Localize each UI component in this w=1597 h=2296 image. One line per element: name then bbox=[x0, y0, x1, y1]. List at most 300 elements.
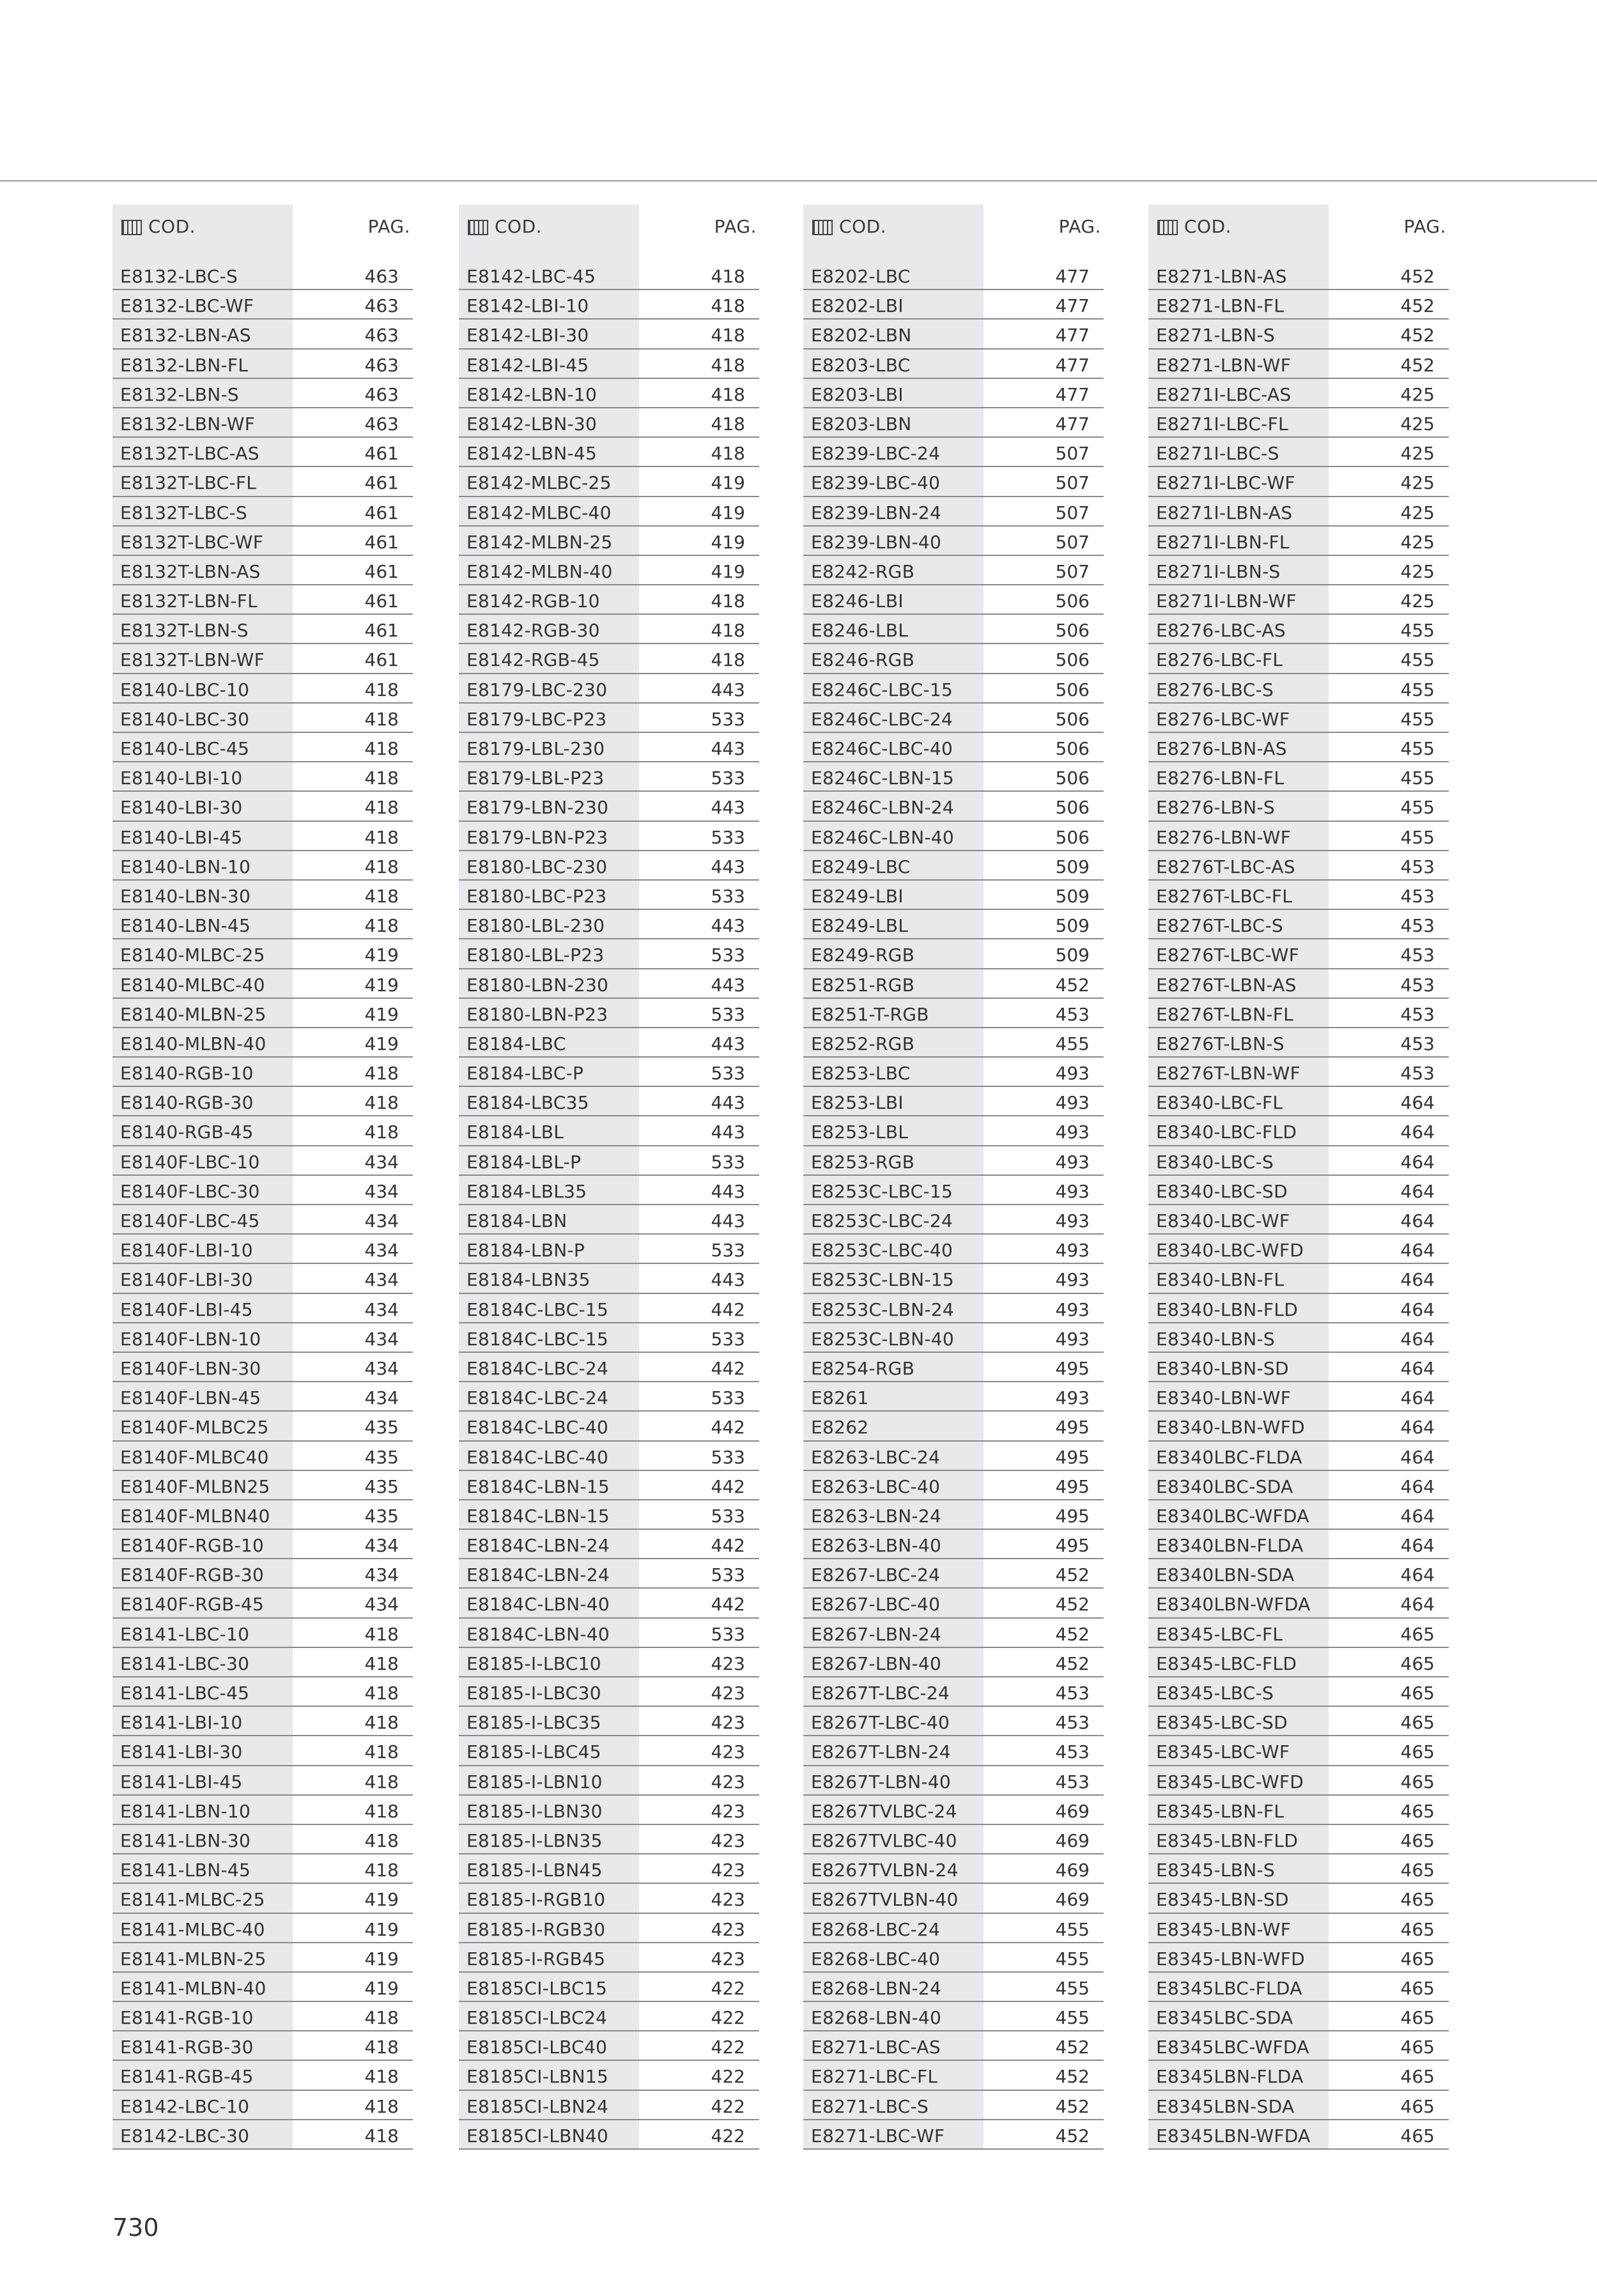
page-reference: 443 bbox=[711, 1121, 745, 1143]
page-reference: 464 bbox=[1400, 1298, 1435, 1320]
table-row bbox=[459, 1914, 759, 1943]
product-code: E8179-LBC-230 bbox=[467, 679, 608, 700]
page-reference: 461 bbox=[364, 590, 399, 612]
page-reference: 418 bbox=[711, 383, 745, 405]
page-reference: 442 bbox=[711, 1475, 745, 1497]
product-code: E8276-LBN-FL bbox=[1156, 767, 1285, 789]
product-code: E8132-LBN-WF bbox=[120, 413, 256, 435]
table-row bbox=[1148, 1205, 1449, 1235]
table-row bbox=[803, 290, 1104, 320]
product-code: E8268-LBC-24 bbox=[811, 1918, 941, 1940]
product-code: E8267T-LBC-40 bbox=[811, 1712, 950, 1734]
page-reference: 453 bbox=[1055, 1003, 1090, 1025]
product-code: E8345-LBC-FLD bbox=[1156, 1653, 1297, 1674]
table-row bbox=[803, 261, 1104, 290]
product-code: E8271I-LBN-FL bbox=[1156, 531, 1290, 553]
table-row bbox=[112, 350, 413, 379]
page-reference: 464 bbox=[1400, 1210, 1435, 1231]
page-reference: 443 bbox=[711, 679, 745, 700]
table-row bbox=[459, 1323, 759, 1353]
product-code: E8179-LBC-P23 bbox=[467, 708, 607, 730]
product-code: E8142-LBC-10 bbox=[120, 2095, 250, 2117]
product-code: E8180-LBN-230 bbox=[467, 974, 609, 996]
page-reference: 465 bbox=[1400, 1741, 1435, 1763]
product-code: E8345-LBC-S bbox=[1156, 1683, 1274, 1704]
page-reference: 425 bbox=[1400, 590, 1435, 612]
page-reference: 464 bbox=[1400, 1446, 1435, 1468]
table-row bbox=[1148, 1058, 1449, 1087]
table-row bbox=[1148, 1825, 1449, 1854]
page-reference: 455 bbox=[1055, 1033, 1090, 1054]
page-reference: 442 bbox=[711, 1594, 745, 1615]
product-code: E8271I-LBN-S bbox=[1156, 560, 1281, 582]
table-row bbox=[803, 969, 1104, 999]
table-row bbox=[459, 1087, 759, 1116]
page-reference: 453 bbox=[1055, 1683, 1090, 1704]
table-row bbox=[459, 1677, 759, 1707]
product-code: E8246C-LBC-40 bbox=[811, 738, 953, 759]
table-row bbox=[803, 2091, 1104, 2120]
table-row bbox=[459, 585, 759, 615]
table-row bbox=[803, 939, 1104, 969]
product-code: E8140F-LBC-30 bbox=[120, 1180, 260, 1202]
product-code: E8253-LBL bbox=[811, 1121, 909, 1143]
table-row bbox=[459, 1884, 759, 1913]
page-reference: 533 bbox=[711, 1003, 745, 1025]
table-row bbox=[803, 1353, 1104, 1382]
table-row bbox=[1148, 939, 1449, 969]
table-row bbox=[803, 1176, 1104, 1205]
product-code: E8179-LBL-P23 bbox=[467, 767, 605, 789]
product-code: E8132-LBC-WF bbox=[120, 295, 254, 317]
table-row bbox=[803, 762, 1104, 792]
page-reference: 493 bbox=[1055, 1121, 1090, 1143]
product-code: E8202-LBN bbox=[811, 325, 912, 346]
table-row bbox=[1148, 881, 1449, 910]
page-reference: 465 bbox=[1400, 1977, 1435, 1999]
page-reference: 455 bbox=[1400, 738, 1435, 759]
table-row bbox=[112, 822, 413, 851]
product-code: E8141-LBC-10 bbox=[120, 1623, 250, 1645]
product-code: E8184C-LBN-40 bbox=[467, 1623, 610, 1645]
product-code: E8267TVLBN-24 bbox=[811, 1860, 959, 1881]
product-code: E8246C-LBC-24 bbox=[811, 708, 953, 730]
product-code: E8271I-LBC-AS bbox=[1156, 383, 1292, 405]
table-row bbox=[1148, 1648, 1449, 1677]
product-code: E8253-LBC bbox=[811, 1063, 911, 1084]
product-code: E8246C-LBN-40 bbox=[811, 826, 954, 848]
product-code: E8185-I-RGB45 bbox=[467, 1948, 606, 1969]
product-code: E8184C-LBN-15 bbox=[467, 1505, 610, 1527]
page-reference: 418 bbox=[711, 266, 745, 287]
page-reference: 435 bbox=[364, 1417, 399, 1438]
table-row bbox=[459, 350, 759, 379]
table-row bbox=[1148, 792, 1449, 821]
product-code: E8140-LBI-10 bbox=[120, 767, 243, 789]
table-row bbox=[112, 290, 413, 320]
page-reference: 453 bbox=[1055, 1741, 1090, 1763]
product-code: E8141-LBC-30 bbox=[120, 1653, 250, 1674]
page-reference: 455 bbox=[1400, 679, 1435, 700]
table-row bbox=[459, 615, 759, 644]
page-reference: 455 bbox=[1055, 1948, 1090, 1969]
page-reference: 452 bbox=[1055, 1564, 1090, 1586]
product-code: E8141-LBI-30 bbox=[120, 1741, 243, 1763]
page-reference: 434 bbox=[364, 1564, 399, 1586]
product-code: E8140-LBI-30 bbox=[120, 797, 243, 819]
table-row bbox=[112, 1205, 413, 1235]
page-reference: 506 bbox=[1055, 620, 1090, 642]
table-row bbox=[112, 1323, 413, 1353]
table-row bbox=[112, 762, 413, 792]
product-code: E8340LBN-SDA bbox=[1156, 1564, 1295, 1586]
page-reference: 423 bbox=[711, 1800, 745, 1822]
table-row bbox=[112, 1677, 413, 1707]
page-reference: 434 bbox=[364, 1298, 399, 1320]
table-row bbox=[803, 350, 1104, 379]
page-reference: 418 bbox=[364, 767, 399, 789]
table-row bbox=[112, 704, 413, 733]
page-reference: 465 bbox=[1400, 1800, 1435, 1822]
table-row bbox=[112, 379, 413, 408]
page-reference: 422 bbox=[711, 2037, 745, 2058]
product-code: E8340LBC-WFDA bbox=[1156, 1505, 1309, 1527]
page-reference: 418 bbox=[364, 738, 399, 759]
page-reference: 506 bbox=[1055, 679, 1090, 700]
page-reference: 507 bbox=[1055, 560, 1090, 582]
table-row bbox=[112, 851, 413, 881]
page-reference: 434 bbox=[364, 1357, 399, 1379]
product-code: E8345-LBC-WFD bbox=[1156, 1771, 1304, 1792]
table-row bbox=[112, 408, 413, 438]
product-code: E8267-LBN-40 bbox=[811, 1653, 942, 1674]
table-row bbox=[459, 2002, 759, 2031]
page-reference: 464 bbox=[1400, 1328, 1435, 1350]
table-row bbox=[459, 1589, 759, 1618]
table-row bbox=[1148, 615, 1449, 644]
product-code: E8141-MLBN-25 bbox=[120, 1948, 266, 1969]
table-row bbox=[1148, 1382, 1449, 1412]
table-row bbox=[112, 2031, 413, 2061]
product-code: E8345-LBN-SD bbox=[1156, 1889, 1289, 1911]
table-row bbox=[1148, 999, 1449, 1028]
product-code: E8345LBC-WFDA bbox=[1156, 2037, 1309, 2058]
product-code: E8249-LBI bbox=[811, 885, 904, 907]
page-reference: 453 bbox=[1400, 915, 1435, 937]
product-code: E8180-LBC-230 bbox=[467, 856, 608, 877]
page-reference: 455 bbox=[1055, 2007, 1090, 2029]
product-code: E8276T-LBN-AS bbox=[1156, 974, 1297, 996]
product-code: E8132-LBN-FL bbox=[120, 354, 249, 376]
page-reference: 419 bbox=[364, 1918, 399, 1940]
table-row bbox=[459, 1353, 759, 1382]
table-row bbox=[459, 762, 759, 792]
table-row bbox=[803, 527, 1104, 556]
product-code: E8132T-LBC-FL bbox=[120, 472, 257, 494]
table-row bbox=[803, 792, 1104, 821]
page-reference: 455 bbox=[1055, 1977, 1090, 1999]
page-reference: 533 bbox=[711, 1505, 745, 1527]
product-code: E8180-LBL-230 bbox=[467, 915, 605, 937]
code-barcode-icon bbox=[468, 220, 488, 235]
table-row bbox=[1148, 1677, 1449, 1707]
product-code: E8140-LBN-45 bbox=[120, 915, 251, 937]
page-reference: 465 bbox=[1400, 1623, 1435, 1645]
product-code: E8276-LBN-AS bbox=[1156, 738, 1287, 759]
page-reference: 434 bbox=[364, 1269, 399, 1291]
table-row bbox=[459, 1559, 759, 1589]
table-row bbox=[1148, 1264, 1449, 1293]
product-code: E8271-LBC-AS bbox=[811, 2037, 941, 2058]
page-reference: 452 bbox=[1055, 2125, 1090, 2146]
page-reference: 533 bbox=[711, 944, 745, 966]
page-reference: 465 bbox=[1400, 1771, 1435, 1792]
product-code: E8340-LBN-FLD bbox=[1156, 1298, 1299, 1320]
page-reference: 418 bbox=[711, 295, 745, 317]
table-row bbox=[112, 1442, 413, 1471]
product-code: E8142-RGB-10 bbox=[467, 590, 600, 612]
product-code: E8271-LBC-S bbox=[811, 2095, 929, 2117]
page-reference: 418 bbox=[364, 1860, 399, 1881]
table-row bbox=[803, 1530, 1104, 1559]
product-code: E8271I-LBC-WF bbox=[1156, 472, 1295, 494]
page-reference: 509 bbox=[1055, 885, 1090, 907]
product-code: E8142-LBN-10 bbox=[467, 383, 598, 405]
page-reference: 506 bbox=[1055, 738, 1090, 759]
page-reference: 453 bbox=[1400, 1063, 1435, 1084]
product-code: E8267T-LBN-40 bbox=[811, 1771, 951, 1792]
page-reference: 419 bbox=[364, 944, 399, 966]
page-reference: 443 bbox=[711, 797, 745, 819]
table-row bbox=[112, 1796, 413, 1825]
product-code: E8140F-RGB-30 bbox=[120, 1564, 265, 1586]
product-code: E8185-I-LBN35 bbox=[467, 1830, 603, 1851]
product-code: E8185CI-LBC15 bbox=[467, 1977, 608, 1999]
table-row bbox=[459, 1205, 759, 1235]
product-code: E8184-LBL35 bbox=[467, 1180, 587, 1202]
page-reference: 435 bbox=[364, 1446, 399, 1468]
product-code: E8246-RGB bbox=[811, 649, 915, 671]
table-row bbox=[803, 1825, 1104, 1854]
header-divider bbox=[0, 180, 1597, 181]
page-reference: 533 bbox=[711, 885, 745, 907]
product-code: E8184C-LBC-40 bbox=[467, 1446, 609, 1468]
product-code: E8142-MLBN-40 bbox=[467, 560, 613, 582]
page-reference: 443 bbox=[711, 1180, 745, 1202]
code-column-label: COD. bbox=[495, 216, 543, 237]
table-row bbox=[112, 2120, 413, 2150]
product-code: E8251-T-RGB bbox=[811, 1003, 929, 1025]
page-reference: 425 bbox=[1400, 560, 1435, 582]
table-row bbox=[459, 1116, 759, 1146]
table-row bbox=[459, 2061, 759, 2090]
product-code: E8184-LBL-P bbox=[467, 1151, 582, 1173]
table-row bbox=[112, 1058, 413, 1087]
product-code: E8184-LBC bbox=[467, 1033, 566, 1054]
product-code: E8185CI-LBC24 bbox=[467, 2007, 608, 2029]
page-reference: 418 bbox=[364, 708, 399, 730]
page-reference: 434 bbox=[364, 1180, 399, 1202]
table-row bbox=[803, 1116, 1104, 1146]
table-row bbox=[1148, 497, 1449, 527]
product-code: E8184C-LBC-24 bbox=[467, 1387, 609, 1409]
table-row bbox=[459, 1854, 759, 1884]
table-row bbox=[803, 1914, 1104, 1943]
page-reference: 418 bbox=[364, 856, 399, 877]
product-code: E8184-LBN35 bbox=[467, 1269, 590, 1291]
table-row bbox=[1148, 2031, 1449, 2061]
page-reference: 509 bbox=[1055, 944, 1090, 966]
page-reference: 452 bbox=[1400, 325, 1435, 346]
product-code: E8267-LBC-24 bbox=[811, 1564, 941, 1586]
page-reference: 465 bbox=[1400, 1889, 1435, 1911]
product-code: E8142-LBC-30 bbox=[120, 2125, 250, 2146]
table-row bbox=[1148, 2002, 1449, 2031]
page-reference: 419 bbox=[711, 472, 745, 494]
product-code: E8340-LBN-WFD bbox=[1156, 1417, 1306, 1438]
page-reference: 464 bbox=[1400, 1594, 1435, 1615]
table-row bbox=[112, 1412, 413, 1441]
page-reference: 418 bbox=[711, 354, 745, 376]
product-code: E8132-LBC-S bbox=[120, 266, 238, 287]
page-reference: 435 bbox=[364, 1505, 399, 1527]
page-reference: 419 bbox=[364, 1948, 399, 1969]
product-code: E8263-LBN-40 bbox=[811, 1535, 942, 1557]
product-code: E8340LBN-FLDA bbox=[1156, 1535, 1304, 1557]
table-row bbox=[1148, 733, 1449, 762]
page-reference: 469 bbox=[1055, 1800, 1090, 1822]
product-code: E8142-RGB-45 bbox=[467, 649, 600, 671]
page-reference: 507 bbox=[1055, 472, 1090, 494]
table-row bbox=[112, 674, 413, 704]
product-code: E8267T-LBN-24 bbox=[811, 1741, 951, 1763]
table-row bbox=[459, 1796, 759, 1825]
product-code: E8140F-LBN-30 bbox=[120, 1357, 261, 1379]
page-reference: 419 bbox=[364, 1033, 399, 1054]
page-reference: 495 bbox=[1055, 1475, 1090, 1497]
page-reference: 422 bbox=[711, 1977, 745, 1999]
product-code: E8140F-MLBN25 bbox=[120, 1475, 270, 1497]
page-reference: 506 bbox=[1055, 826, 1090, 848]
page-reference: 495 bbox=[1055, 1357, 1090, 1379]
page-reference: 422 bbox=[711, 2066, 745, 2088]
table-row bbox=[803, 1559, 1104, 1589]
page-reference: 465 bbox=[1400, 1830, 1435, 1851]
page-reference: 506 bbox=[1055, 708, 1090, 730]
table-row bbox=[112, 1264, 413, 1293]
table-row bbox=[459, 851, 759, 881]
page-reference: 422 bbox=[711, 2125, 745, 2146]
product-code: E8132T-LBN-AS bbox=[120, 560, 261, 582]
product-code: E8140-LBN-10 bbox=[120, 856, 251, 877]
table-row bbox=[1148, 2120, 1449, 2150]
table-row bbox=[112, 1943, 413, 1973]
product-code: E8253C-LBC-40 bbox=[811, 1240, 953, 1261]
table-row bbox=[459, 2120, 759, 2150]
product-code: E8202-LBC bbox=[811, 266, 911, 287]
product-code: E8185-I-RGB30 bbox=[467, 1918, 606, 1940]
product-code: E8340-LBN-S bbox=[1156, 1328, 1275, 1350]
page-reference: 418 bbox=[364, 826, 399, 848]
page-reference: 533 bbox=[711, 1240, 745, 1261]
product-code: E8140-RGB-10 bbox=[120, 1063, 254, 1084]
table-row bbox=[459, 1825, 759, 1854]
page-reference: 464 bbox=[1400, 1240, 1435, 1261]
product-code: E8184C-LBC-24 bbox=[467, 1357, 609, 1379]
table-row bbox=[459, 379, 759, 408]
product-code: E8271I-LBN-AS bbox=[1156, 502, 1293, 523]
page-reference: 452 bbox=[1055, 1623, 1090, 1645]
table-row bbox=[112, 1648, 413, 1677]
table-row bbox=[803, 497, 1104, 527]
product-code: E8239-LBN-24 bbox=[811, 502, 942, 523]
page-reference: 443 bbox=[711, 1210, 745, 1231]
page-reference: 465 bbox=[1400, 1918, 1435, 1940]
table-row bbox=[112, 438, 413, 467]
page-reference: 418 bbox=[364, 1712, 399, 1734]
product-code: E8132-LBN-AS bbox=[120, 325, 251, 346]
product-code: E8276T-LBC-S bbox=[1156, 915, 1283, 937]
product-code: E8261 bbox=[811, 1387, 869, 1409]
product-code: E8267TVLBN-40 bbox=[811, 1889, 959, 1911]
product-code: E8140-LBC-45 bbox=[120, 738, 250, 759]
page-reference: 533 bbox=[711, 1623, 745, 1645]
product-code: E8184C-LBN-15 bbox=[467, 1475, 610, 1497]
product-code: E8242-RGB bbox=[811, 560, 915, 582]
product-code: E8140F-LBI-45 bbox=[120, 1298, 253, 1320]
product-code: E8340-LBN-SD bbox=[1156, 1357, 1289, 1379]
product-code: E8276T-LBN-S bbox=[1156, 1033, 1285, 1054]
table-row bbox=[112, 969, 413, 999]
page-reference: 453 bbox=[1055, 1771, 1090, 1792]
page-reference: 443 bbox=[711, 1033, 745, 1054]
table-row bbox=[803, 408, 1104, 438]
page-reference: 495 bbox=[1055, 1446, 1090, 1468]
table-row bbox=[459, 1619, 759, 1648]
index-rows bbox=[459, 261, 759, 2150]
page-reference: 469 bbox=[1055, 1860, 1090, 1881]
table-row bbox=[112, 1382, 413, 1412]
product-code: E8267-LBN-24 bbox=[811, 1623, 942, 1645]
page-column-label: PAG. bbox=[714, 216, 757, 237]
page-reference: 435 bbox=[364, 1475, 399, 1497]
page-reference: 443 bbox=[711, 1269, 745, 1291]
table-row bbox=[803, 674, 1104, 704]
table-row bbox=[1148, 1028, 1449, 1058]
product-code: E8140-LBI-45 bbox=[120, 826, 243, 848]
table-row bbox=[112, 320, 413, 349]
table-row bbox=[112, 527, 413, 556]
table-row bbox=[1148, 1914, 1449, 1943]
table-row bbox=[1148, 1973, 1449, 2002]
page-reference: 452 bbox=[1055, 974, 1090, 996]
product-code: E8142-LBN-45 bbox=[467, 443, 598, 465]
table-row bbox=[459, 1471, 759, 1500]
table-row bbox=[112, 467, 413, 497]
table-row bbox=[803, 851, 1104, 881]
page-reference: 464 bbox=[1400, 1121, 1435, 1143]
page-reference: 434 bbox=[364, 1210, 399, 1231]
table-row bbox=[803, 585, 1104, 615]
index-column-4 bbox=[1148, 204, 1449, 2150]
page-reference: 493 bbox=[1055, 1240, 1090, 1261]
product-code: E8140F-LBN-45 bbox=[120, 1387, 261, 1409]
table-row bbox=[459, 999, 759, 1028]
page-column-label: PAG. bbox=[1058, 216, 1101, 237]
table-row bbox=[803, 1294, 1104, 1323]
product-code: E8345-LBN-FL bbox=[1156, 1800, 1285, 1822]
table-row bbox=[112, 1294, 413, 1323]
